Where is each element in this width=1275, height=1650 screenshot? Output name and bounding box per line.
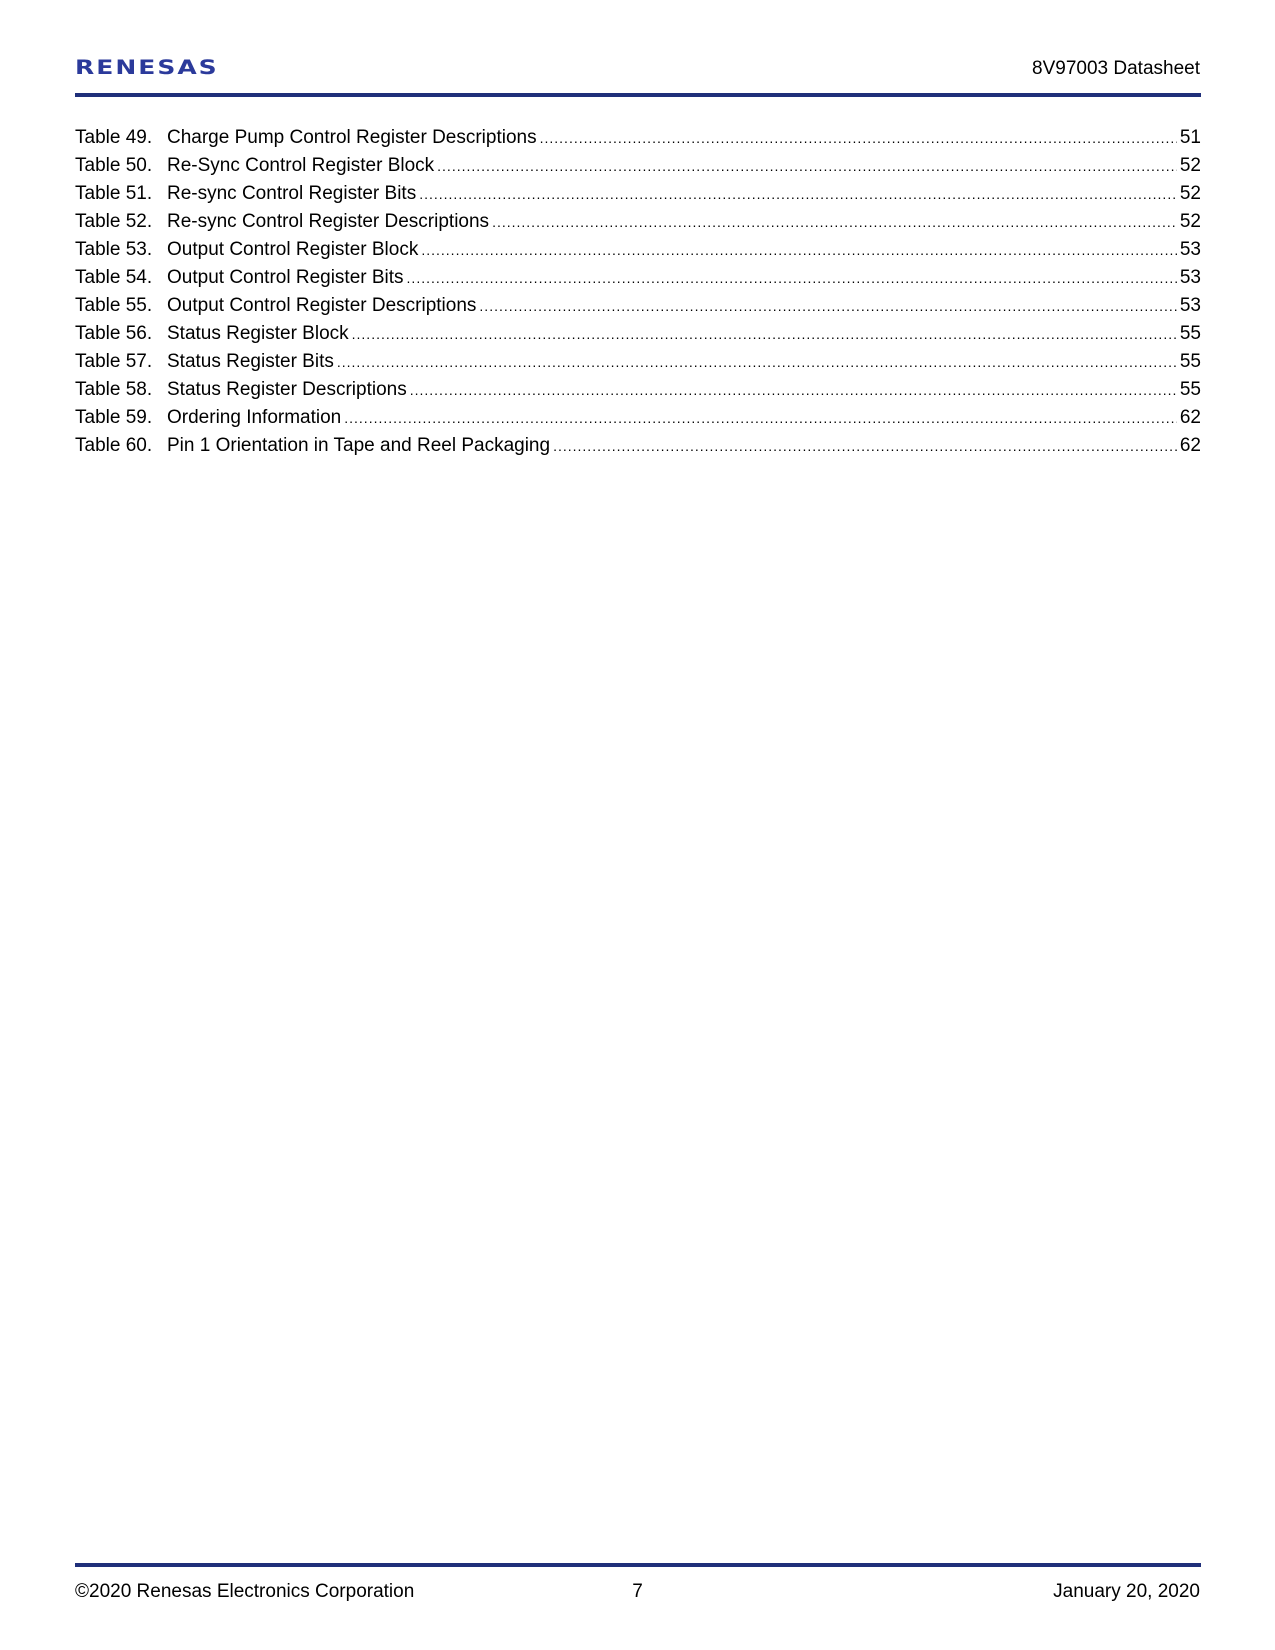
- toc-entry-page: 53: [1179, 239, 1201, 260]
- dot-leader: [344, 404, 1177, 432]
- toc-entry-number: Table 60.: [75, 435, 153, 456]
- toc-entry-table-60[interactable]: [75, 432, 1201, 460]
- toc-entry-number: Table 49.: [75, 127, 153, 148]
- toc-entry-page: 55: [1179, 323, 1201, 344]
- toc-entry-page: 53: [1179, 267, 1201, 288]
- toc-entry-table-52[interactable]: [75, 208, 1201, 236]
- toc-entry-number: Table 58.: [75, 379, 153, 400]
- toc-entry-title: Charge Pump Control Register Descriptions: [167, 127, 537, 148]
- toc-entry-title: Re-sync Control Register Descriptions: [167, 211, 490, 232]
- dot-leader: [492, 208, 1177, 236]
- toc-entry-page: 55: [1179, 379, 1201, 400]
- header-divider: [75, 93, 1201, 97]
- toc-entry-table-55[interactable]: [75, 292, 1201, 320]
- toc-entry-number: Table 50.: [75, 155, 153, 176]
- toc-entry-title: Output Control Register Descriptions: [167, 295, 477, 316]
- toc-entry-title: Output Control Register Block: [167, 239, 419, 260]
- toc-entry-title: Ordering Information: [167, 407, 342, 428]
- dot-leader: [421, 236, 1177, 264]
- footer-divider: [75, 1563, 1201, 1567]
- toc-entry-page: 52: [1179, 211, 1201, 232]
- dot-leader: [540, 124, 1177, 152]
- toc-entry-title: Output Control Register Bits: [167, 267, 404, 288]
- toc-entry-number: Table 57.: [75, 351, 153, 372]
- toc-entry-table-49[interactable]: [75, 124, 1201, 152]
- document-title: 8V97003 Datasheet: [1032, 58, 1200, 79]
- toc-entry-number: Table 52.: [75, 211, 153, 232]
- toc-entry-title: Re-sync Control Register Bits: [167, 183, 417, 204]
- toc-entry-page: 62: [1179, 435, 1201, 456]
- toc-entry-page: 51: [1179, 127, 1201, 148]
- page-header: [75, 52, 1200, 92]
- renesas-logo: RENESAS: [75, 56, 219, 79]
- table-of-tables: [75, 124, 1201, 460]
- toc-entry-number: Table 51.: [75, 183, 153, 204]
- toc-entry-number: Table 59.: [75, 407, 153, 428]
- toc-entry-title: Status Register Block: [167, 323, 349, 344]
- toc-entry-table-53[interactable]: [75, 236, 1201, 264]
- toc-entry-number: Table 53.: [75, 239, 153, 260]
- toc-entry-table-59[interactable]: [75, 404, 1201, 432]
- toc-entry-table-58[interactable]: [75, 376, 1201, 404]
- toc-entry-table-57[interactable]: [75, 348, 1201, 376]
- toc-entry-table-56[interactable]: [75, 320, 1201, 348]
- toc-entry-page: 53: [1179, 295, 1201, 316]
- dot-leader: [337, 348, 1177, 376]
- toc-entry-title: Status Register Descriptions: [167, 379, 407, 400]
- toc-entry-page: 52: [1179, 183, 1201, 204]
- copyright-notice: ©2020 Renesas Electronics Corporation: [75, 1581, 415, 1602]
- dot-leader: [352, 320, 1177, 348]
- toc-entry-page: 55: [1179, 351, 1201, 372]
- page-number: 7: [632, 1581, 643, 1602]
- toc-entry-title: Status Register Bits: [167, 351, 334, 372]
- toc-entry-table-51[interactable]: [75, 180, 1201, 208]
- dot-leader: [410, 376, 1177, 404]
- toc-entry-number: Table 55.: [75, 295, 153, 316]
- toc-entry-title: Re-Sync Control Register Block: [167, 155, 435, 176]
- page-footer: [75, 1578, 1200, 1606]
- toc-entry-title: Pin 1 Orientation in Tape and Reel Packaging: [167, 435, 551, 456]
- dot-leader: [479, 292, 1176, 320]
- toc-entry-page: 52: [1179, 155, 1201, 176]
- publication-date: January 20, 2020: [1053, 1581, 1200, 1602]
- dot-leader: [437, 152, 1177, 180]
- toc-entry-number: Table 56.: [75, 323, 153, 344]
- toc-entry-page: 62: [1179, 407, 1201, 428]
- dot-leader: [419, 180, 1177, 208]
- dot-leader: [553, 432, 1177, 460]
- toc-entry-number: Table 54.: [75, 267, 153, 288]
- toc-entry-table-54[interactable]: [75, 264, 1201, 292]
- toc-entry-table-50[interactable]: [75, 152, 1201, 180]
- dot-leader: [407, 264, 1177, 292]
